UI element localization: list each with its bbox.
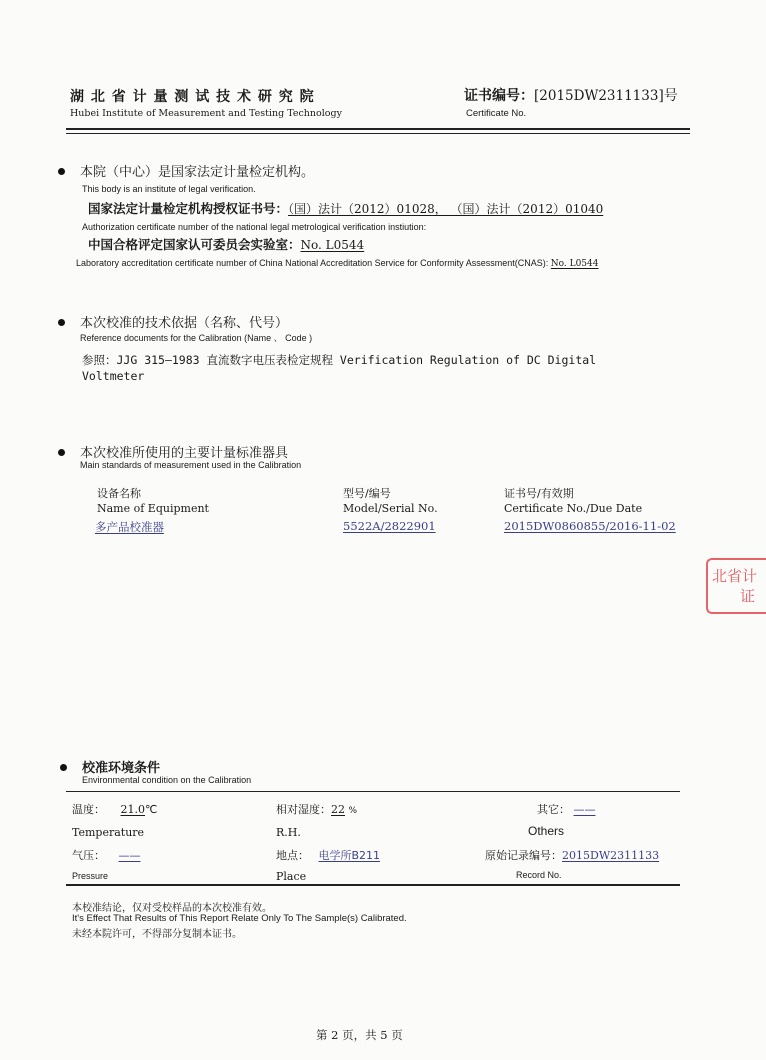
- reference-document-line2: Voltmeter: [82, 369, 145, 383]
- official-seal-stamp: [706, 558, 766, 614]
- calibration-validity-note-cn: 本校准结论，仅对受校样品的本次校准有效。: [72, 903, 272, 914]
- header-rule-thin: [66, 133, 690, 134]
- humidity-label-cn: 相对湿度：: [276, 803, 331, 816]
- lab-value: No. L0544: [300, 238, 365, 252]
- section3-title-en: Main standards of measurement used in the Calibration: [80, 460, 302, 470]
- record-value: 2015DW2311133: [562, 849, 660, 862]
- model-serial-header-cn: 型号/编号: [343, 487, 391, 500]
- others-value: ——: [573, 803, 596, 816]
- others-label-cn: 其它：: [537, 803, 570, 816]
- model-serial-cell: 5522A/2822901: [343, 519, 436, 533]
- section2-title-cn: 本次校准的技术依据（名称、代号）: [80, 316, 289, 331]
- auth-label-cn: 国家法定计量检定机构授权证书号：: [88, 201, 289, 216]
- cert-no-label-cn: 证书编号：: [464, 88, 534, 104]
- auth-value: （国）法计（2012）01028， （国）法计（2012）01040: [288, 202, 604, 216]
- section1-title-cn: 本院（中心）是国家法定计量检定机构。: [80, 165, 315, 180]
- reproduction-note-cn: 未经本院许可，不得部分复制本证书。: [72, 929, 242, 940]
- equipment-name-header-en: Name of Equipment: [97, 502, 209, 515]
- bullet-icon: [58, 319, 65, 326]
- calibration-validity-note-en: It's Effect That Results of This Report Relate Only To The Sample(s) Calibrated.: [72, 913, 407, 924]
- lab-accreditation-line: [88, 235, 364, 253]
- env-bottom-rule: [66, 884, 680, 886]
- institute-name-cn: 湖 北 省 计 量 测 试 技 术 研 究 院: [70, 89, 315, 105]
- temperature-unit: ℃: [145, 803, 158, 816]
- section4-title-cn: 校准环境条件: [82, 761, 161, 776]
- certificate-date-cell: 2015DW0860855/2016-11-02: [504, 519, 676, 533]
- lab-value-en: No. L0544: [550, 259, 599, 269]
- others-label-en: Others: [528, 824, 565, 838]
- auth-cert-line: [88, 199, 603, 217]
- env-top-rule: [66, 791, 680, 792]
- temperature-label-cn: 温度：: [72, 803, 105, 816]
- place-value: 电学所B211: [318, 849, 381, 862]
- record-field: [485, 847, 659, 863]
- lab-label-en: Laboratory accreditation certificate number of China National Accreditation Service for Conformity Assessment(CNAS):: [76, 258, 549, 268]
- cert-no-suffix: 号: [663, 88, 678, 104]
- header-rule-thick: [66, 128, 690, 130]
- lab-label-cn: 中国合格评定国家认可委员会实验室：: [88, 237, 301, 252]
- stamp-line1: 北省计: [712, 567, 758, 585]
- cert-no-value: [2015DW2311133]: [534, 88, 664, 104]
- section4-title-en: Environmental condition on the Calibration: [82, 775, 252, 785]
- bullet-icon: [60, 764, 67, 771]
- record-label-en: Record No.: [516, 870, 562, 880]
- section3-title-cn: 本次校准所使用的主要计量标准器具: [80, 446, 289, 461]
- temperature-value: 21.0: [120, 803, 145, 816]
- cert-no-label-en: Certificate No.: [466, 108, 527, 119]
- pressure-field: [72, 847, 141, 863]
- pressure-value: ——: [118, 849, 141, 862]
- certificate-date-header-en: Certificate No./Due Date: [504, 502, 643, 515]
- place-label-cn: 地点：: [276, 849, 309, 862]
- humidity-label-en: R.H.: [276, 826, 301, 839]
- temperature-label-en: Temperature: [72, 826, 145, 839]
- section1-title-en: This body is an institute of legal verification.: [82, 184, 256, 194]
- equipment-name-header-cn: 设备名称: [97, 487, 141, 500]
- others-field: [537, 801, 596, 817]
- record-label-cn: 原始记录编号：: [485, 849, 562, 862]
- certificate-date-header-cn: 证书号/有效期: [504, 487, 574, 500]
- place-label-en: Place: [276, 870, 307, 883]
- page-number: 第 2 页，共 5 页: [316, 1028, 403, 1042]
- pressure-label-cn: 气压：: [72, 849, 105, 862]
- bullet-icon: [58, 449, 65, 456]
- auth-label-en: Authorization certificate number of the national legal metrological verification instiution:: [82, 222, 427, 232]
- certificate-number: [464, 85, 678, 105]
- institute-name-en: Hubei Institute of Measurement and Testing Technology: [70, 108, 342, 119]
- model-serial-header-en: Model/Serial No.: [343, 502, 438, 515]
- reference-document-line1: 参照：JJG 315—1983 直流数字电压表检定规程 Verification Regulation of DC Digital: [82, 353, 597, 367]
- humidity-unit: %: [348, 806, 358, 816]
- humidity-value: 22: [331, 803, 345, 816]
- humidity-field: [276, 801, 357, 817]
- section2-title-en: Reference documents for the Calibration (Name 、 Code ): [80, 333, 313, 343]
- equipment-name-cell: 多产品校准器: [95, 520, 164, 534]
- temperature-field: [72, 801, 157, 817]
- place-field: [276, 847, 380, 863]
- pressure-label-en: Pressure: [72, 871, 109, 881]
- lab-accreditation-en: [76, 258, 598, 269]
- stamp-line2: 证: [740, 587, 756, 605]
- bullet-icon: [58, 168, 65, 175]
